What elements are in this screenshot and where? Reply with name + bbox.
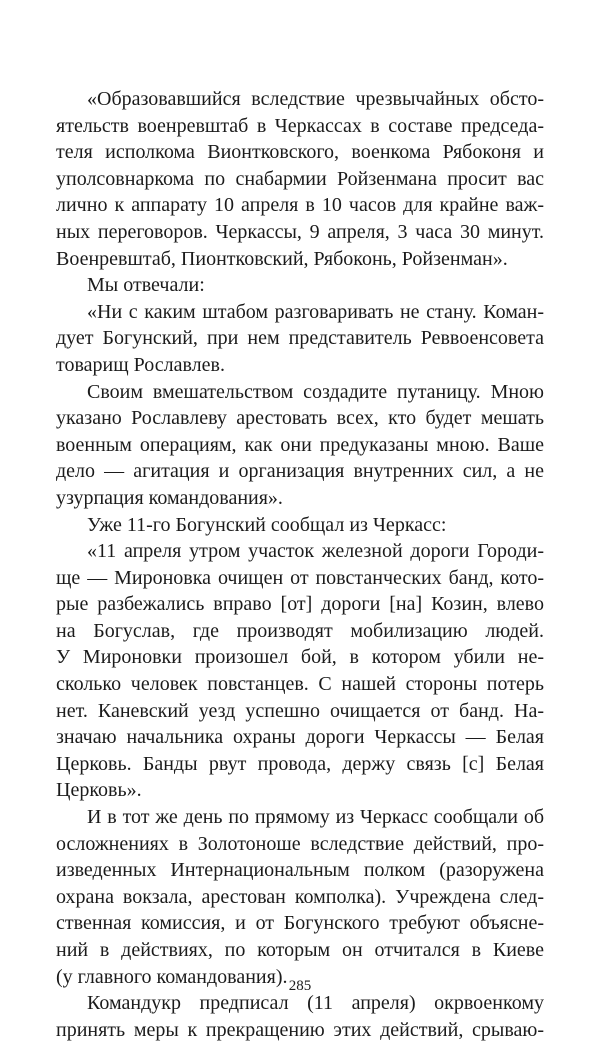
- text-line: уполсовнаркома по снабармии Ройзенмана просит вас: [56, 167, 544, 190]
- text-line: нет. Каневский уезд успешно очищается от банд. На-: [56, 699, 544, 722]
- text-line: узурпация командования».: [56, 486, 283, 509]
- text-line: теля исполкома Вионтковского, военкома Рябоконя и: [56, 141, 544, 164]
- text-line: Военревштаб, Пионтковский, Рябоконь, Ройзенман».: [56, 247, 508, 270]
- text-line: И в тот же день по прямому из Черкасс сообщали об: [87, 806, 544, 829]
- text-line: охрана вокзала, арестован комполка). Учреждена след-: [56, 885, 544, 908]
- text-line: Церковь. Банды рвут провода, держу связь [с] Белая: [56, 752, 544, 775]
- text-line: рые разбежались вправо [от] дороги [на] Козин, влево: [56, 593, 544, 616]
- text-line: «Образовавшийся вследствие чрезвычайных обсто-: [87, 88, 544, 110]
- text-line: ных переговоров. Черкассы, 9 апреля, 3 часа 30 минут.: [56, 220, 544, 243]
- text-line: Мы отвечали:: [87, 274, 205, 297]
- text-line: дело — агитация и организация внутренних сил, а не: [56, 460, 544, 483]
- text-line: сколько человек повстанцев. С нашей стороны потерь: [56, 673, 544, 696]
- text-line: Командукр предписал (11 апреля) окрвоенкому: [87, 992, 544, 1015]
- page-number: 285: [288, 978, 312, 994]
- text-line: военным операциям, как они предуказаны мною. Ваше: [56, 433, 544, 456]
- text-line: ственная комиссия, и от Богунского требуют объясне-: [56, 912, 544, 935]
- text-line: дует Богунский, при нем представитель Реввоенсовета: [56, 327, 544, 350]
- text-line: (у главного командования).: [56, 965, 288, 988]
- page-body-text: [56, 86, 544, 1043]
- text-line: ятельств военревштаб в Черкассах в составе председа-: [56, 114, 544, 137]
- text-line: Церковь».: [56, 779, 142, 802]
- text-line: на Богуслав, где производят мобилизацию людей.: [56, 619, 544, 642]
- text-line: изведенных Интернациональным полком (разоружена: [56, 859, 544, 882]
- text-line: товарищ Рославлев.: [56, 353, 225, 376]
- text-line: Своим вмешательством создадите путаницу. Мною: [87, 380, 544, 403]
- text-line: принять меры к прекращению этих действий, срываю-: [56, 1018, 544, 1041]
- text-line: У Мироновки произошел бой, в котором убили не-: [56, 646, 544, 669]
- text-line: «Ни с каким штабом разговаривать не стану. Коман-: [87, 300, 544, 323]
- text-line: «11 апреля утром участок железной дороги Городи-: [87, 540, 544, 563]
- text-line: лично к аппарату 10 апреля в 10 часов для крайне важ-: [56, 194, 544, 217]
- text-line: Уже 11-го Богунский сообщал из Черкасс:: [87, 513, 447, 536]
- text-line: значаю начальника охраны дороги Черкассы — Белая: [56, 726, 544, 749]
- text-line: осложнениях в Золотоноше вследствие действий, про-: [56, 832, 544, 855]
- text-line: указано Рославлеву арестовать всех, кто будет мешать: [56, 407, 544, 430]
- text-line: ще — Мироновка очищен от повстанческих банд, кото-: [56, 566, 544, 589]
- text-line: ний в действиях, по которым он отчитался в Киеве: [56, 939, 544, 961]
